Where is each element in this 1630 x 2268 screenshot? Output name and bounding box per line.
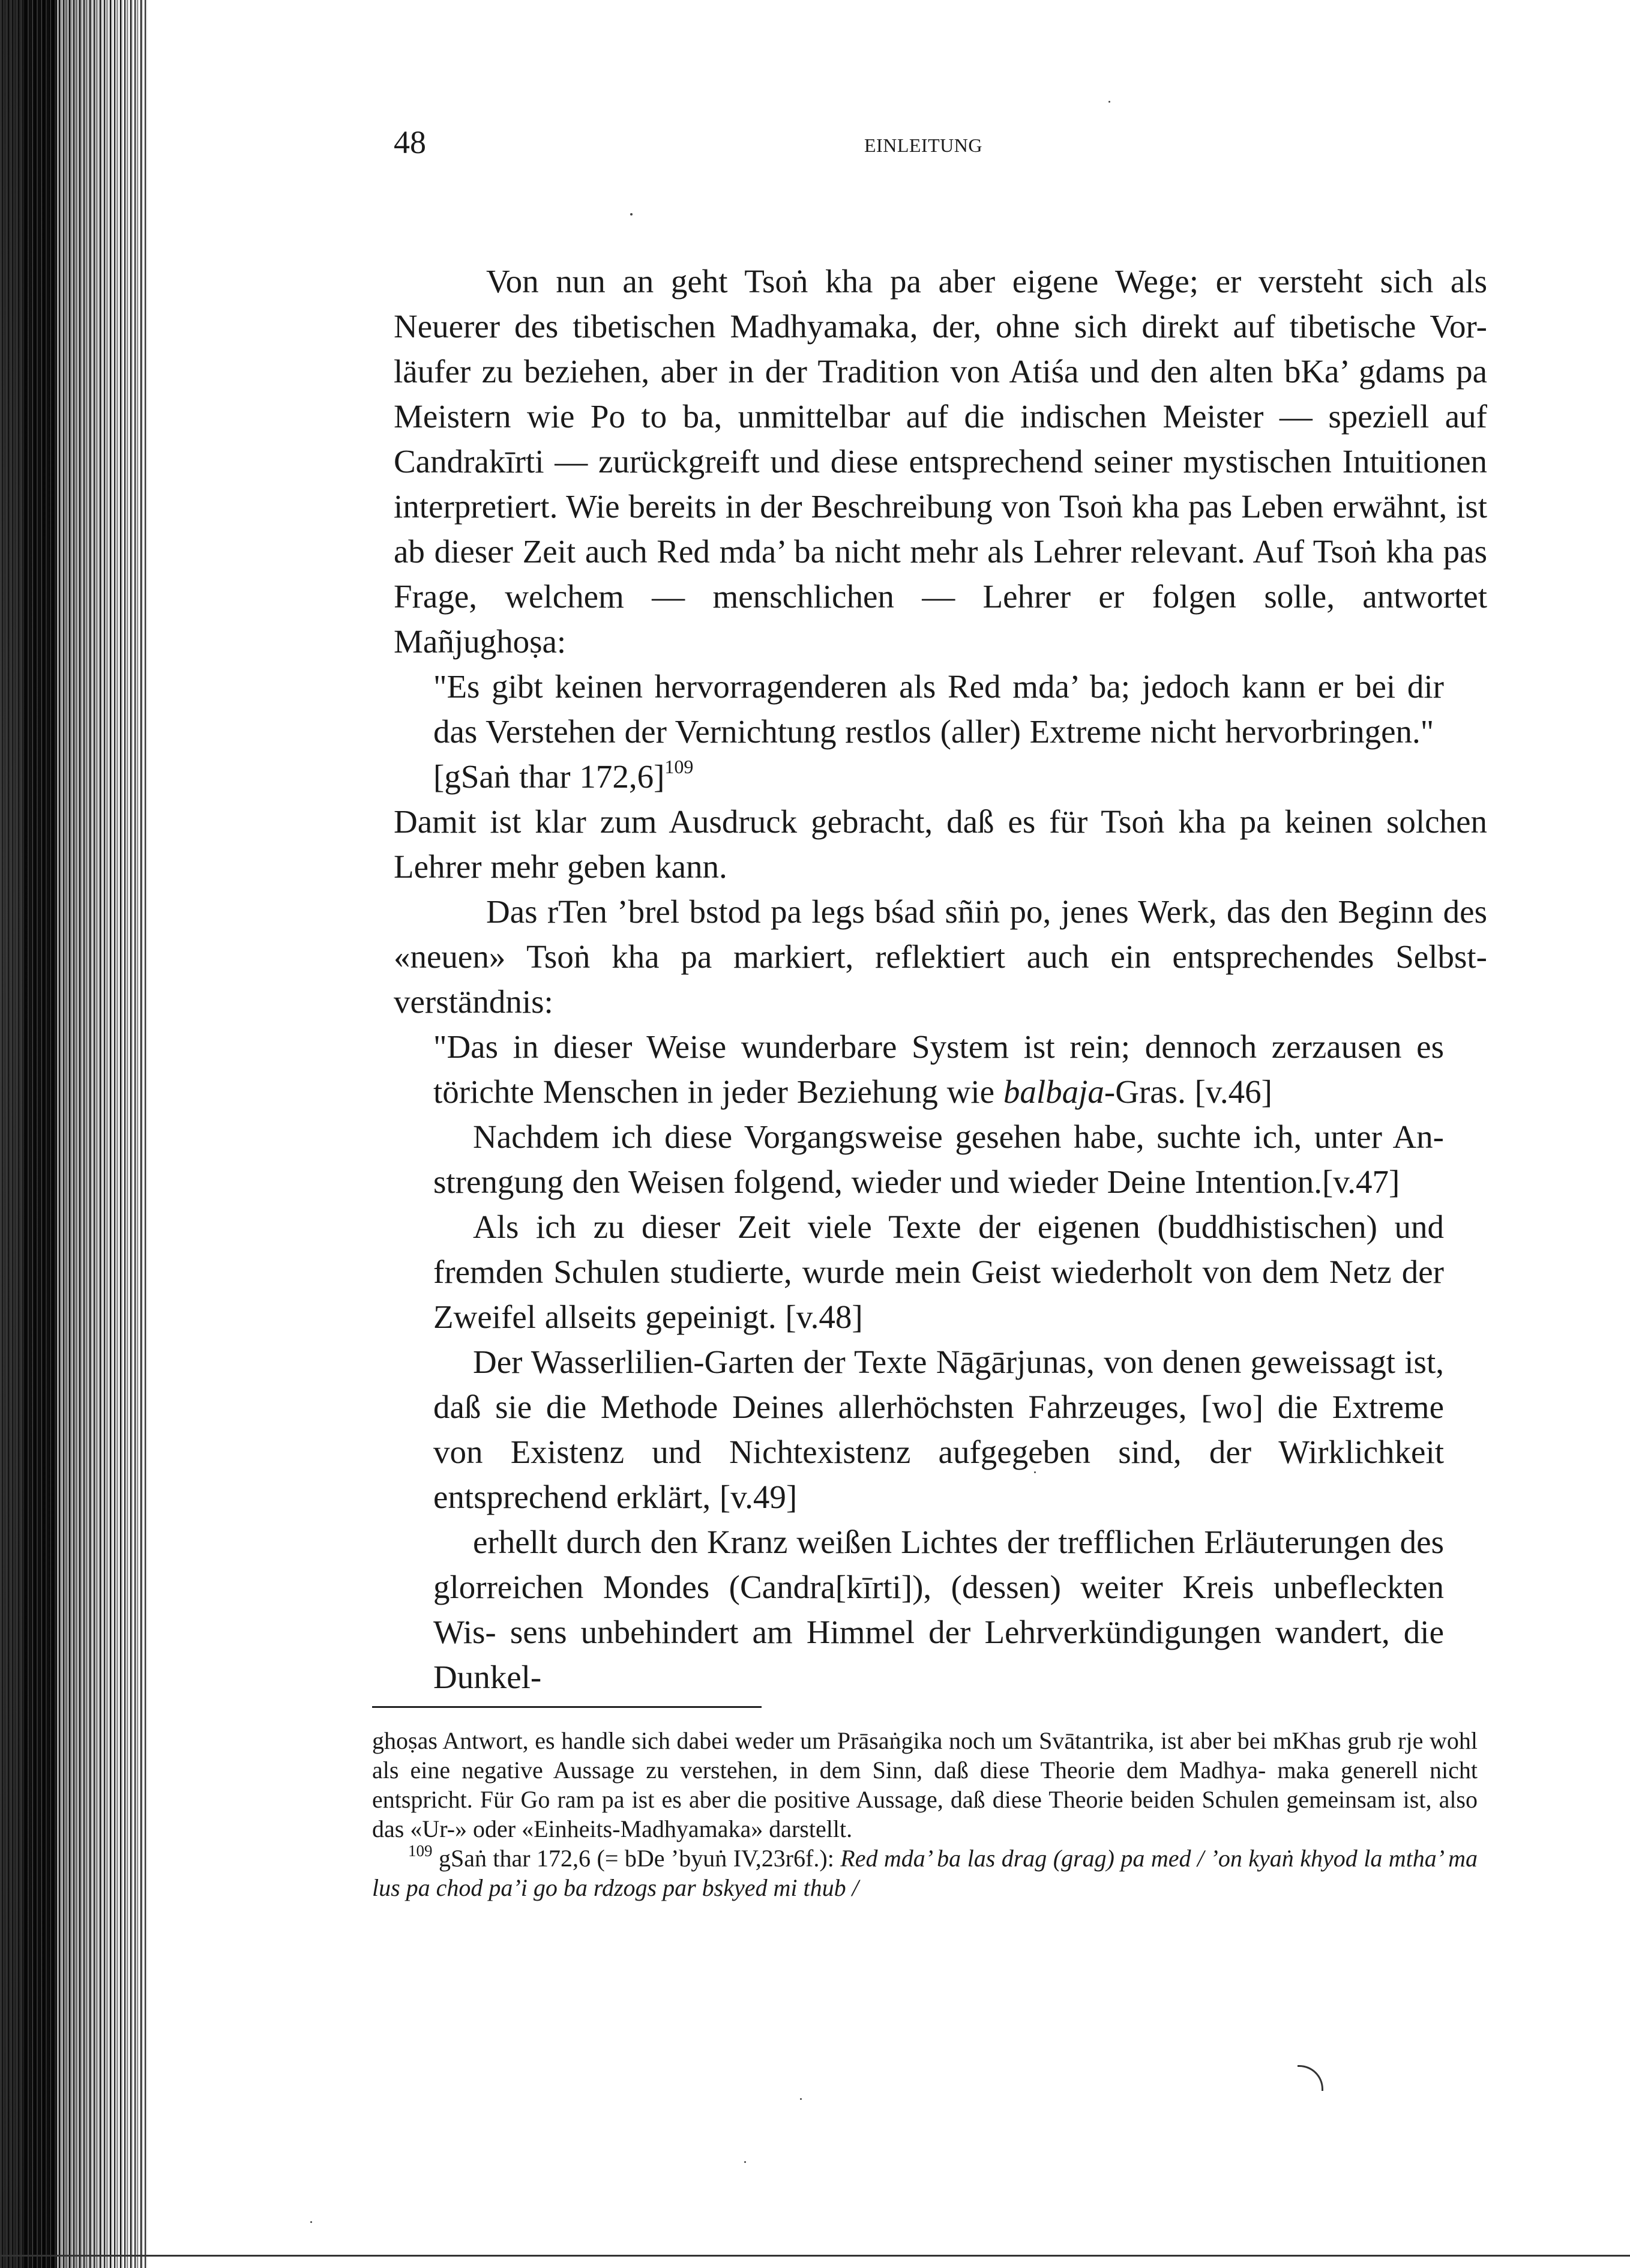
- text-line: erhellt durch den Kranz weißen Lichtes der trefflichen Erläuterungen des: [473, 1524, 1444, 1560]
- text-line: "Das in dieser Weise wunderbare System ist rein; dennoch zerzausen es: [433, 1028, 1444, 1065]
- text-line: ab dieser Zeit auch Red mda’ ba nicht mehr als Lehrer relevant. Auf Tsoṅ kha pas: [394, 533, 1487, 570]
- text-line: Frage, welchem — menschlichen — Lehrer er folgen solle, antwortet Mañjughoṣa:: [394, 578, 1487, 660]
- footnote-line: maka generell nicht entspricht. Für Go ram pa ist es aber die positive Aussage, daß diese Theorie: [372, 1757, 1478, 1813]
- footnote-line: ghoṣas Antwort, es handle sich dabei weder um Prāsaṅgika noch um Svātantrika, ist aber bei mKhas: [372, 1727, 1341, 1754]
- running-head: EINLEITUNG: [864, 134, 982, 156]
- scan-speck: [1108, 101, 1110, 103]
- italic-term: balbaja: [1003, 1073, 1104, 1110]
- citation: [gSaṅ thar 172,6]: [433, 758, 665, 795]
- footnote-reference[interactable]: 109: [664, 756, 694, 777]
- text-line: interpretiert. Wie bereits in der Beschreibung von Tsoṅ kha pas Leben erwähnt, ist: [394, 488, 1487, 525]
- scan-speck: [1034, 1471, 1036, 1473]
- scan-bottom-edge: [0, 2255, 1630, 2257]
- text-line: Das rTen ’brel bstod pa legs bśad sñiṅ po, jenes Werk, das den Beginn des: [486, 893, 1487, 930]
- verse-50: [433, 1519, 1444, 1699]
- text-line: Candrakīrti — zurückgreift und diese entsprechend seiner mystischen Intuitionen: [394, 443, 1487, 480]
- text-line: Von nun an geht Tsoṅ kha pa aber eigene Wege; er versteht sich als: [486, 263, 1487, 300]
- footnote-tibetan: la mtha’ ma lus pa chod pa’i go ba rdzogs par bskyed mi thub /: [372, 1845, 1478, 1901]
- verse-47: [433, 1114, 1444, 1204]
- paragraph-3: [394, 889, 1487, 1024]
- text-line: glorreichen Mondes (Candra[kīrti]), (dessen) weiter Kreis unbefleckten Wis-: [433, 1569, 1444, 1650]
- quotation-1: [394, 664, 1444, 799]
- footnote-number: 109: [408, 1842, 433, 1860]
- text-line: Der Wasserlilien-Garten der Texte Nāgārjunas, von denen geweissagt ist,: [473, 1344, 1444, 1380]
- footnote-line: beiden Schulen gemeinsam ist, also das «Ur-» oder «Einheits-Madhyamaka» darstellt.: [372, 1786, 1478, 1842]
- text-line: sens unbehindert am Himmel der Lehrverkündigungen wandert, die Dunkel-: [433, 1614, 1444, 1695]
- scan-speck: [744, 2161, 746, 2163]
- text-line: Meistern wie Po to ba, unmittelbar auf die indischen Meister — speziell auf: [394, 398, 1487, 435]
- text-line: strengung den Weisen folgend, wieder und wieder Deine Intention.[v.47]: [433, 1163, 1400, 1200]
- text-line: fremden Schulen studierte, wurde mein Geist wiederholt von dem Netz der: [433, 1253, 1444, 1290]
- text-line: Nachdem ich diese Vorgangsweise gesehen habe, suchte ich, unter An-: [473, 1118, 1444, 1155]
- text-line: Damit ist klar zum Ausdruck gebracht, daß es für Tsoṅ kha pa keinen solchen: [394, 803, 1487, 840]
- text-line: verständnis:: [394, 983, 553, 1020]
- footnote-tibetan: Red mda’ ba las drag (grag) pa med / ’on kyaṅ khyod: [840, 1845, 1358, 1872]
- verse-49: [433, 1339, 1444, 1519]
- scan-mark: [1298, 2065, 1323, 2091]
- text-line: Als ich zu dieser Zeit viele Texte der eigenen (buddhistischen) und: [473, 1208, 1444, 1245]
- scan-speck: [800, 2098, 802, 2100]
- paragraph-1: [394, 259, 1487, 664]
- footnote-separator: [372, 1706, 762, 1708]
- footnote-line: grub rje wohl als eine negative Aussage zu verstehen, in dem Sinn, daß diese Theorie dem Madhya-: [372, 1727, 1478, 1784]
- main-text: [394, 259, 1487, 1699]
- footnotes: [372, 1726, 1478, 1902]
- page-number: 48: [394, 124, 426, 160]
- binding-gradient: [0, 0, 147, 2268]
- text-line: törichte Menschen in jeder Beziehung wie: [433, 1073, 1003, 1110]
- paragraph-2: [394, 799, 1487, 889]
- verse-48: [433, 1204, 1444, 1339]
- footnote-109: [372, 1844, 1478, 1902]
- text-line: läufer zu beziehen, aber in der Tradition von Atiśa und den alten bKa’ gdams pa: [394, 353, 1487, 390]
- text-line: Neuerer des tibetischen Madhyamaka, der, ohne sich direkt auf tibetische Vor-: [394, 308, 1487, 345]
- text-line: erklärt, [v.49]: [616, 1479, 798, 1515]
- scan-speck: [630, 213, 633, 216]
- text-line: «neuen» Tsoṅ kha pa markiert, reflektiert auch ein entsprechendes Selbst-: [394, 938, 1487, 975]
- text-line: daß sie die Methode Deines allerhöchsten Fahrzeuges, [wo] die Extreme von: [433, 1389, 1444, 1470]
- footnote-source: gSaṅ thar 172,6 (= bDe ’byuṅ IV,23r6f.):: [438, 1845, 841, 1872]
- text-line: Zweifel allseits gepeinigt. [v.48]: [433, 1298, 863, 1335]
- text-line: Lehrer mehr geben kann.: [394, 848, 727, 885]
- quotation-2: [394, 1024, 1444, 1699]
- text-line: -Gras. [v.46]: [1104, 1073, 1272, 1110]
- quote-paragraph: [433, 664, 1444, 799]
- text-line: Existenz und Nichtexistenz aufgegeben sind, der Wirklichkeit entsprechend: [433, 1434, 1445, 1515]
- verse-46: [433, 1024, 1444, 1114]
- text-line: das Verstehen der Vernichtung restlos (aller) Extreme nicht hervorbringen.": [433, 713, 1434, 750]
- footnote-continuation: [372, 1726, 1478, 1844]
- scan-speck: [310, 2221, 312, 2223]
- text-line: "Es gibt keinen hervorragenderen als Red mda’ ba; jedoch kann er bei dir: [433, 668, 1444, 705]
